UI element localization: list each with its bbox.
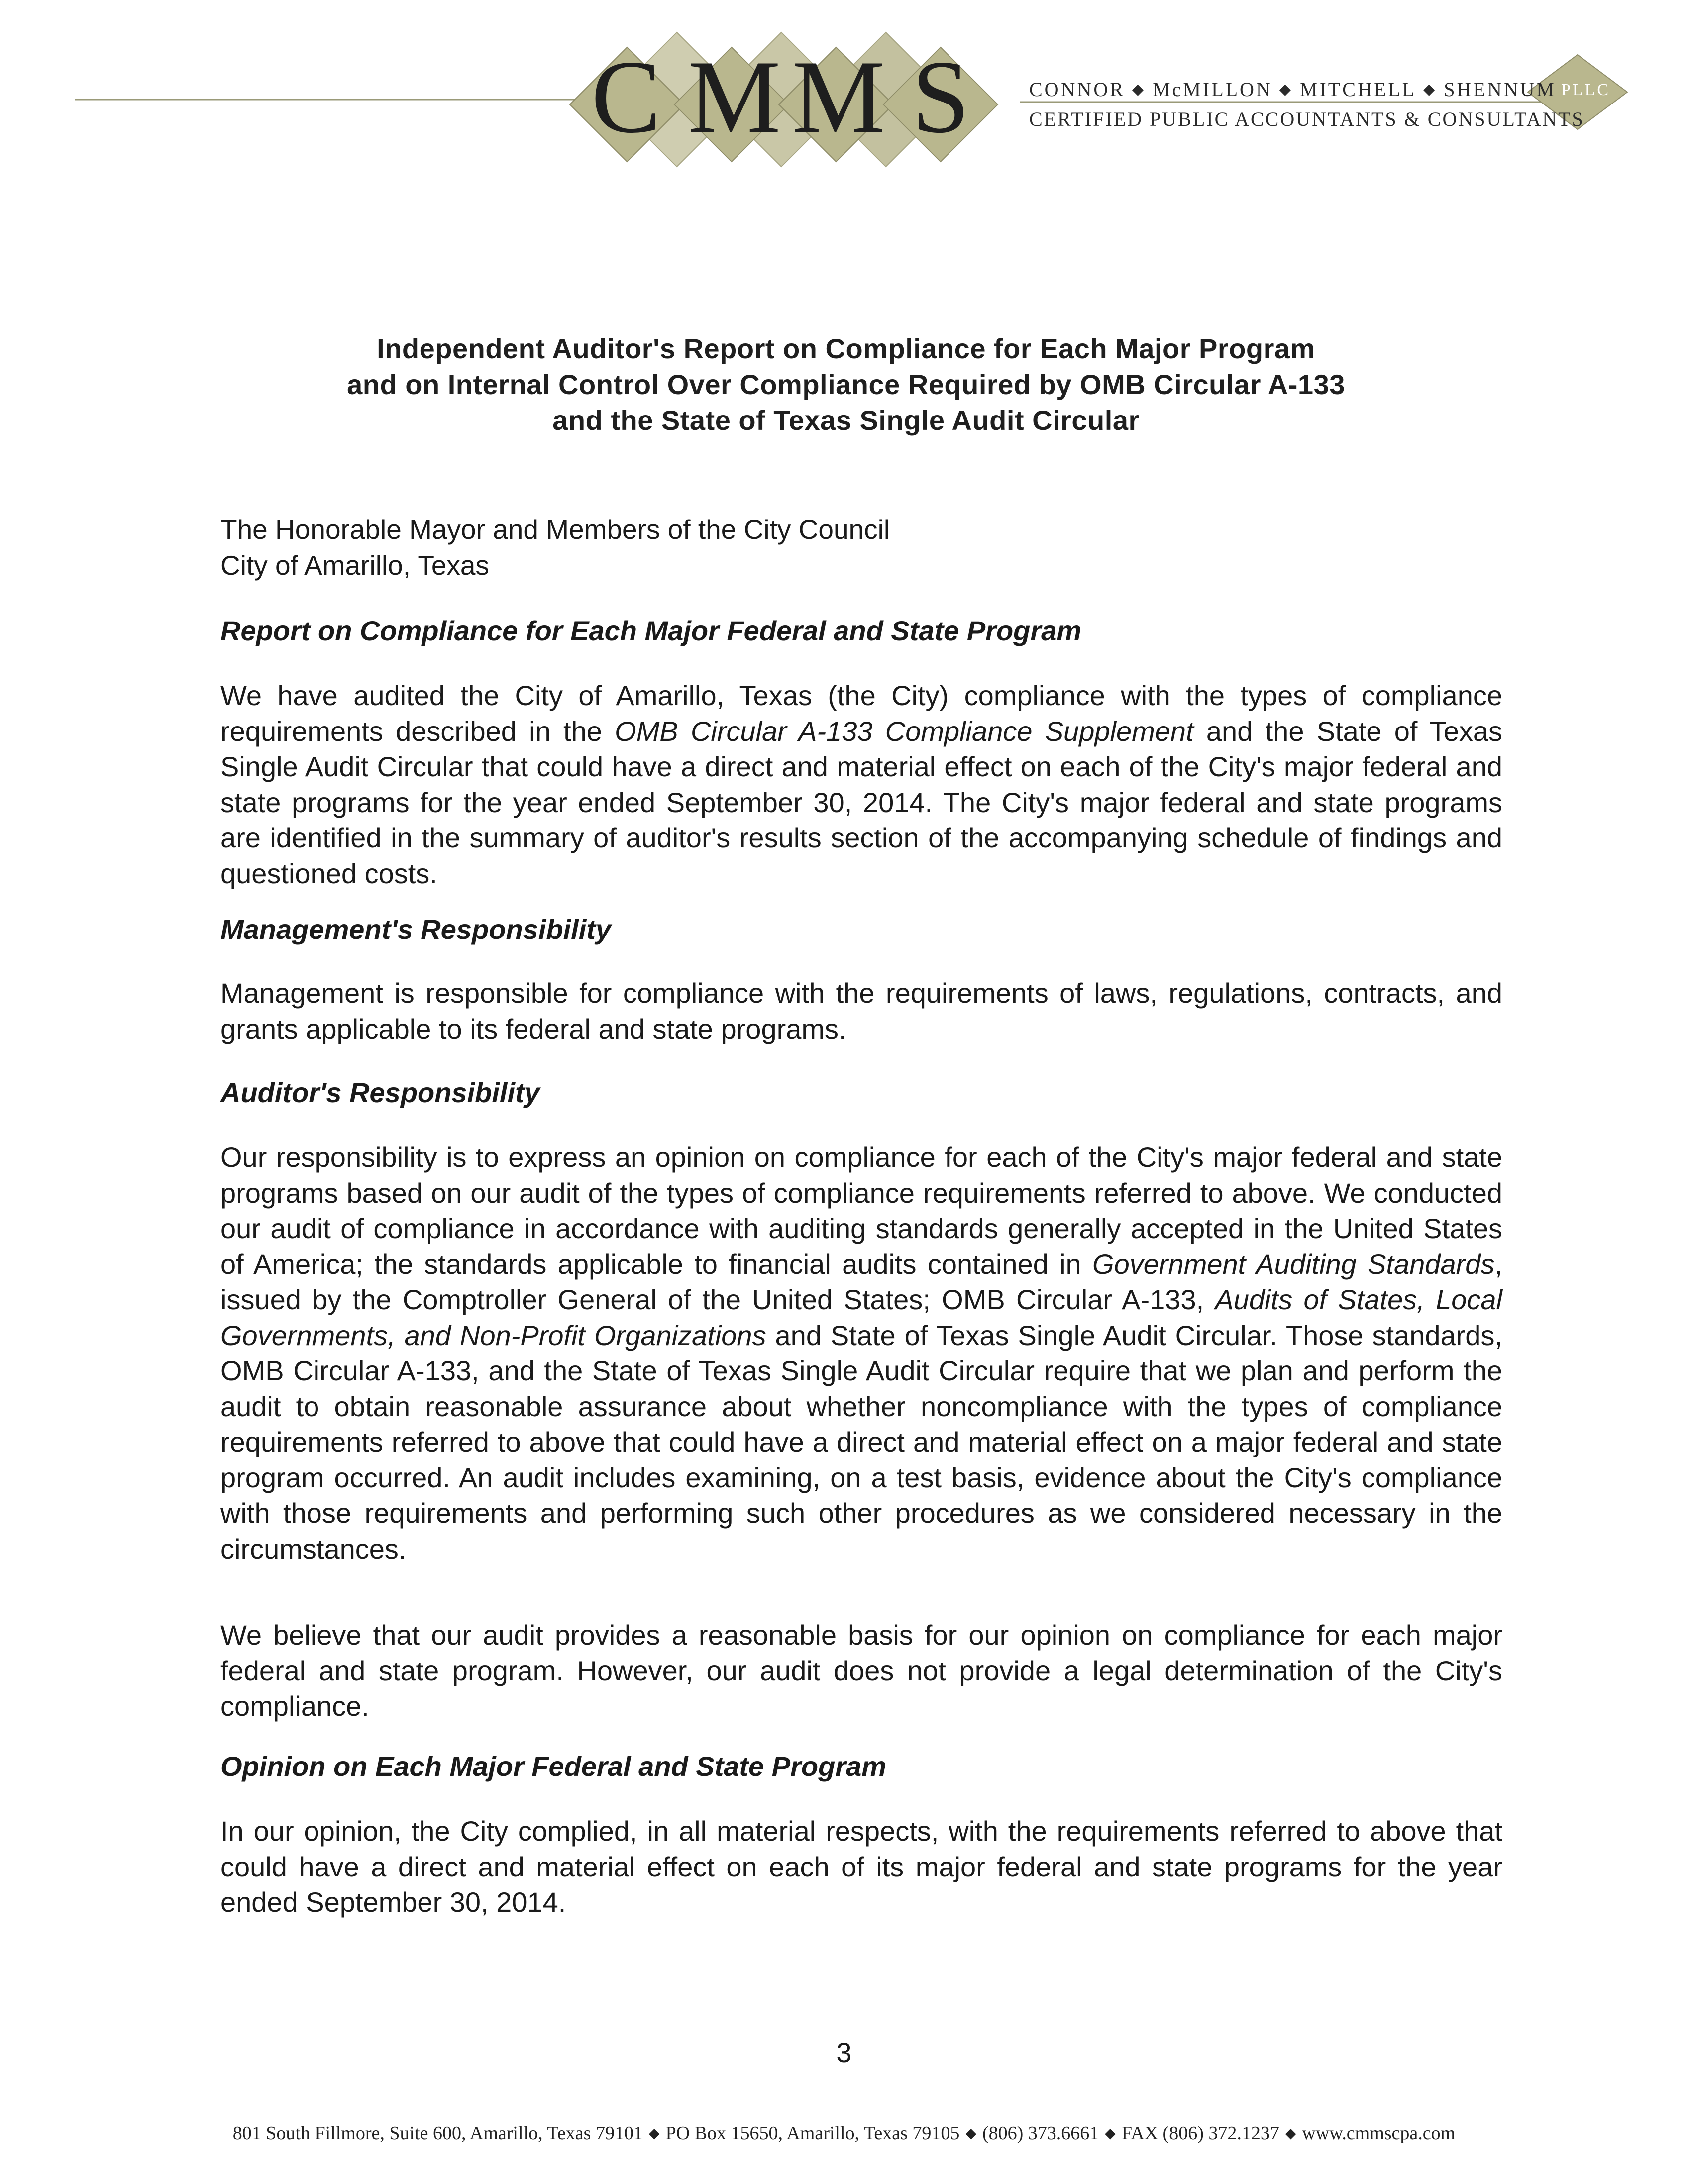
- auditor-responsibility-paragraph-2: We believe that our audit provides a reasonable basis for our opinion on compliance for each major federal and state program. However, our audit does not provide a legal determination of the City's compliance.: [220, 1619, 1502, 1722]
- firm-name-mcmillon: McMILLON: [1152, 78, 1272, 101]
- report-compliance-heading: Report on Compliance for Each Major Federal and State Program: [220, 615, 1082, 646]
- report-para-text-1: We have audited the City of Amarillo, Texas (the City) compliance with the types of compliance requirements described in the: [220, 680, 1502, 747]
- opinion-paragraph: In our opinion, the City complied, in all material respects, with the requirements referred to above that could have a direct and material effect on each of its major federal and state programs for the year ended September 30, 2014.: [220, 1815, 1502, 1918]
- logo-letter-c: C: [591, 39, 661, 155]
- footer-phone: (806) 373.6661: [982, 2123, 1099, 2144]
- report-para-italic-1: OMB Circular A-133 Compliance Supplement: [615, 715, 1194, 747]
- diamond-separator-icon: ◆: [1132, 81, 1146, 98]
- logo-letter-s: S: [912, 39, 970, 155]
- footer-street-address: 801 South Fillmore, Suite 600, Amarillo, Texas 79101: [232, 2123, 643, 2144]
- page-number: 3: [836, 2037, 852, 2068]
- pllc-label: PLLC: [1561, 81, 1611, 99]
- auditor-responsibility-heading: Auditor's Responsibility: [220, 1077, 540, 1108]
- footer-po-box: PO Box 15650, Amarillo, Texas 79105: [665, 2123, 960, 2144]
- report-title: [219, 331, 1473, 438]
- diamond-separator-icon: ◆: [965, 2126, 976, 2141]
- report-para-text-2: and the State of Texas Single Audit Circular that could have a direct and material effect on each of the City's major federal and state programs for the year ended September 30, 2014. The City's major federal and state programs are identified in the summary of auditor's results section of the accompanying schedule of findings and questioned costs.: [220, 715, 1503, 889]
- report-title-line-3: and the State of Texas Single Audit Circular: [552, 405, 1140, 436]
- auditor-responsibility-paragraph-1: [220, 1140, 1502, 1566]
- report-title-line-2: and on Internal Control Over Compliance Required by OMB Circular A-133: [347, 369, 1345, 400]
- diamond-separator-icon: ◆: [648, 2126, 660, 2141]
- footer-address: [0, 2122, 1688, 2144]
- letterhead: [0, 0, 1688, 209]
- logo-letter-m1: M: [688, 39, 781, 155]
- firm-name-mitchell: MITCHELL: [1299, 78, 1417, 101]
- diamond-separator-icon: ◆: [1285, 2126, 1296, 2141]
- firm-tagline: CERTIFIED PUBLIC ACCOUNTANTS & CONSULTANTS: [1029, 108, 1584, 130]
- addressee-line-2: City of Amarillo, Texas: [220, 550, 490, 581]
- addressee-block: [220, 512, 890, 583]
- report-compliance-paragraph: [220, 678, 1502, 891]
- management-responsibility-heading: Management's Responsibility: [220, 914, 612, 945]
- diamond-separator-icon: ◆: [1423, 81, 1437, 98]
- firm-name-connor: CONNOR: [1029, 78, 1125, 101]
- auditor-para-italic-1: Government Auditing Standards: [1092, 1248, 1495, 1280]
- opinion-heading: Opinion on Each Major Federal and State Program: [220, 1751, 887, 1782]
- footer-website-link[interactable]: www.cmmscpa.com: [1302, 2123, 1456, 2144]
- logo-letter-m2: M: [792, 39, 885, 155]
- auditor-para-text-1: Our responsibility is to express an opinion on compliance for each of the City's major federal and state programs based on our audit of the types of compliance requirements referred to above. We conducted our audit of compliance in accordance with auditing standards generally accepted in the United States of America; the standards applicable to financial audits contained in: [220, 1142, 1502, 1280]
- report-title-line-1: Independent Auditor's Report on Compliance for Each Major Program: [377, 333, 1315, 364]
- auditor-para-text-3: and State of Texas Single Audit Circular. Those standards, OMB Circular A-133, and the State of Texas Single Audit Circular require that we plan and perform the audit to obtain reasonable assurance about whether noncompliance with the types of compliance requirements referred to above that could have a direct and material effect on a major federal and state program occurred. An audit includes examining, on a test basis, evidence about the City's compliance with those requirements and performing such other procedures as we considered necessary in the circumstances.: [220, 1319, 1502, 1564]
- auditor-para-text-2: , issued by the Comptroller General of the United States; OMB Circular A-133,: [220, 1248, 1503, 1315]
- addressee-line-1: The Honorable Mayor and Members of the City Council: [220, 514, 890, 545]
- firm-name-shennum: SHENNUM: [1444, 78, 1556, 101]
- firm-names: [1029, 78, 1610, 101]
- diamond-separator-icon: ◆: [1105, 2126, 1116, 2141]
- footer-fax: FAX (806) 372.1237: [1121, 2123, 1279, 2144]
- auditor-para-italic-2: Audits of States, Local Governments, and Non-Profit Organizations: [220, 1284, 1502, 1351]
- management-responsibility-paragraph: Management is responsible for compliance with the requirements of laws, regulations, contracts, and grants applicable to its federal and state programs.: [220, 977, 1502, 1044]
- diamond-separator-icon: ◆: [1279, 81, 1293, 98]
